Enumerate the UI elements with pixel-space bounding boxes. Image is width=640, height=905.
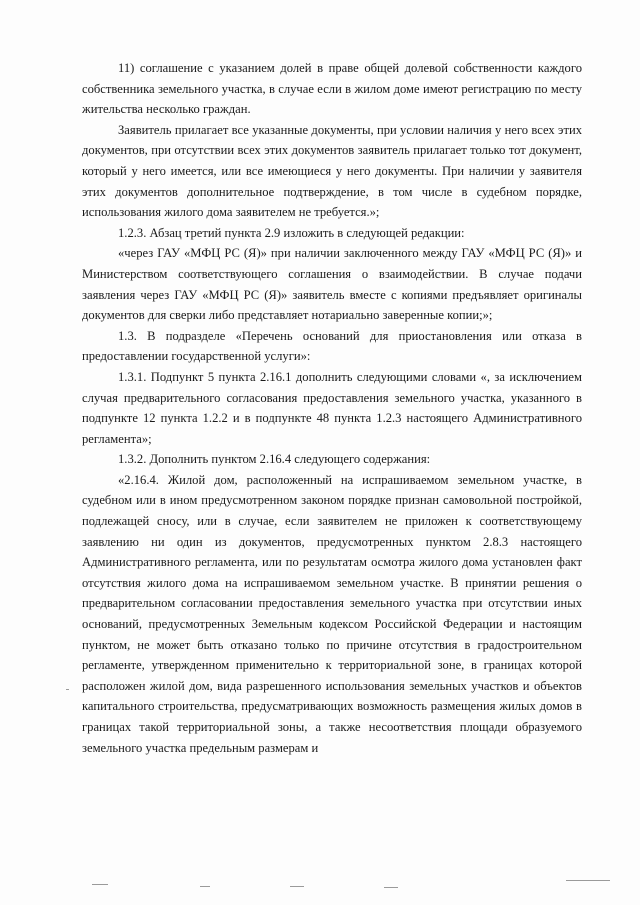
paragraph-mfc: «через ГАУ «МФЦ РС (Я)» при наличии заключенного между ГАУ «МФЦ РС (Я)» и Министерством соответствующего соглашения о взаимодействии. В случае подачи заявления через ГАУ «МФЦ РС (Я)» заявитель вместе с копиями предъявляет оригиналы документов для сверки либо представляет нотариально заверенные копии;»; — [82, 246, 582, 323]
scan-artifact — [566, 880, 610, 881]
paragraph-applicant-documents: Заявитель прилагает все указанные документы, при условии наличия у него всех этих документов, при отсутствии всех этих документов заявитель прилагает только тот документ, который у него имеется, или все имеющиеся у него документы. При наличии у заявителя этих документов дополнительное подтверждение, в том числе в судебном порядке, использования жилого дома заявителем не требуется.»; — [82, 122, 582, 220]
scan-artifact — [200, 886, 210, 887]
paragraph-item-11: 11) соглашение с указанием долей в праве общей долевой собственности каждого собственника земельного участка, в случае если в жилом доме имеют регистрацию по месту жительства несколько граждан. — [82, 61, 582, 117]
document-body — [82, 58, 582, 758]
scan-artifact — [384, 887, 398, 888]
paragraph-1-3: 1.3. В подразделе «Перечень оснований для приостановления или отказа в предоставлении государственной услуги»: — [82, 328, 582, 364]
scan-artifact — [290, 886, 304, 887]
paragraph-1-2-3: 1.2.3. Абзац третий пункта 2.9 изложить в следующей редакции: — [118, 225, 465, 240]
paragraph-1-3-1: 1.3.1. Подпункт 5 пункта 2.16.1 дополнить следующими словами «, за исключением случая предварительного согласования предоставления земельного участка, указанного в подпункте 12 пункта 1.2.2 и в подпункте 48 пункта 1.2.3 настоящего Административного регламента»; — [82, 369, 582, 446]
paragraph-2-16-4: «2.16.4. Жилой дом, расположенный на испрашиваемом земельном участке, в судебном или в ином предусмотренном законом порядке признан самовольной постройкой, подлежащей сносу, или в случае, если заявителем не приложен к соответствующему заявлению ни один из документов, предусмотренных пунктом 2.8.3 настоящего Административного регламента, или по результатам осмотра жилого дома установлен факт отсутствия жилого дома на испрашиваемом земельном участке. В принятии решения о предварительном согласовании предоставления земельного участка при отсутствии иных оснований, предусмотренных Земельным кодексом Российской Федерации и настоящим пунктом, не может быть отказано только по причине отсутствия в градостроительном регламенте, утвержденном применительно к территориальной зоне, в границах которой расположен жилой дом, вида разрешенного использования земельных участков и объектов капитального строительства, предусматривающих возможность размещения жилых домов в границах такой территориальной зоны, а также несоответствия площади образуемого земельного участка предельным размерам и — [82, 472, 582, 755]
paragraph-1-3-2: 1.3.2. Дополнить пунктом 2.16.4 следующего содержания: — [118, 452, 431, 467]
scan-artifact — [66, 689, 69, 690]
scan-artifact — [92, 884, 108, 885]
